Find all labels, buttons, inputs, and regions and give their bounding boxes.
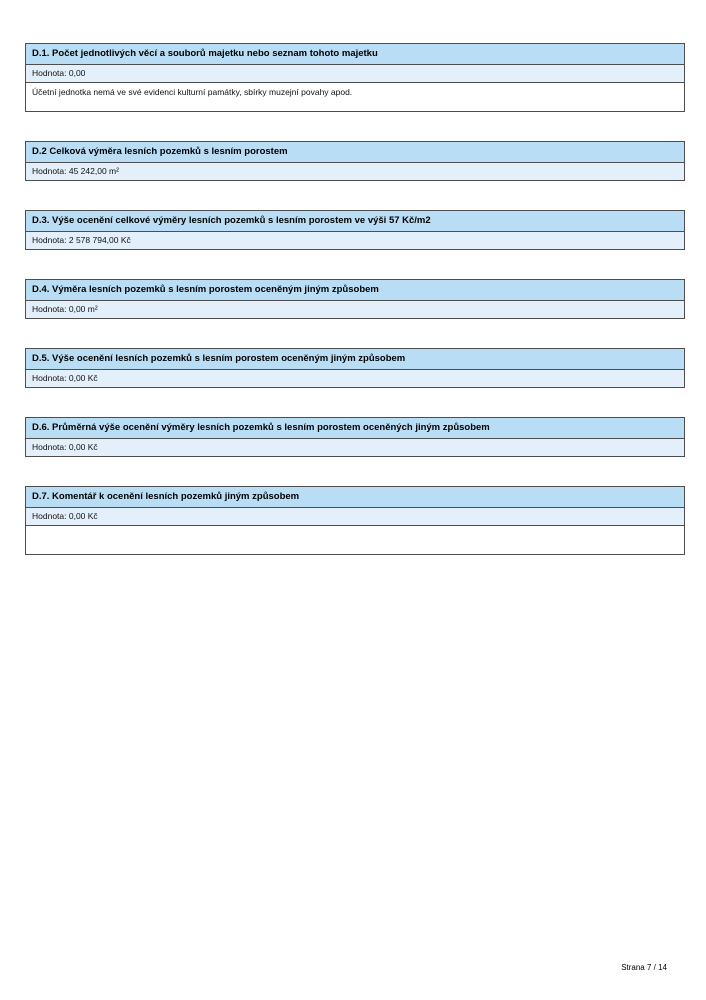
section-d4-value: Hodnota: 0,00 m² [26,301,684,318]
sections-container [25,43,685,584]
section-d4-title: D.4. Výměra lesních pozemků s lesním porostem oceněným jiným způsobem [26,280,684,301]
section-d3 [25,210,685,250]
section-d7 [25,486,685,555]
section-d6 [25,417,685,457]
section-d3-title: D.3. Výše ocenění celkové výměry lesních pozemků s lesním porostem ve výši 57 Kč/m2 [26,211,684,232]
section-d2 [25,141,685,181]
section-d6-value: Hodnota: 0,00 Kč [26,439,684,456]
section-d5-value: Hodnota: 0,00 Kč [26,370,684,387]
section-d7-comment [26,525,684,554]
section-d4 [25,279,685,319]
section-d5 [25,348,685,388]
section-d1-title: D.1. Počet jednotlivých věcí a souborů majetku nebo seznam tohoto majetku [26,44,684,65]
section-d3-value: Hodnota: 2 578 794,00 Kč [26,232,684,249]
section-d1-value: Hodnota: 0,00 [26,65,684,82]
section-d2-value: Hodnota: 45 242,00 m² [26,163,684,180]
section-d7-value: Hodnota: 0,00 Kč [26,508,684,525]
section-d6-title: D.6. Průměrná výše ocenění výměry lesních pozemků s lesním porostem oceněných jiným způsobem [26,418,684,439]
section-d1 [25,43,685,112]
page-number: Strana 7 / 14 [621,963,667,972]
section-d1-comment: Účetní jednotka nemá ve své evidenci kulturní památky, sbírky muzejní povahy apod. [26,82,684,111]
section-d2-title: D.2 Celková výměra lesních pozemků s lesním porostem [26,142,684,163]
section-d5-title: D.5. Výše ocenění lesních pozemků s lesním porostem oceněným jiným způsobem [26,349,684,370]
section-d7-title: D.7. Komentář k ocenění lesních pozemků jiným způsobem [26,487,684,508]
